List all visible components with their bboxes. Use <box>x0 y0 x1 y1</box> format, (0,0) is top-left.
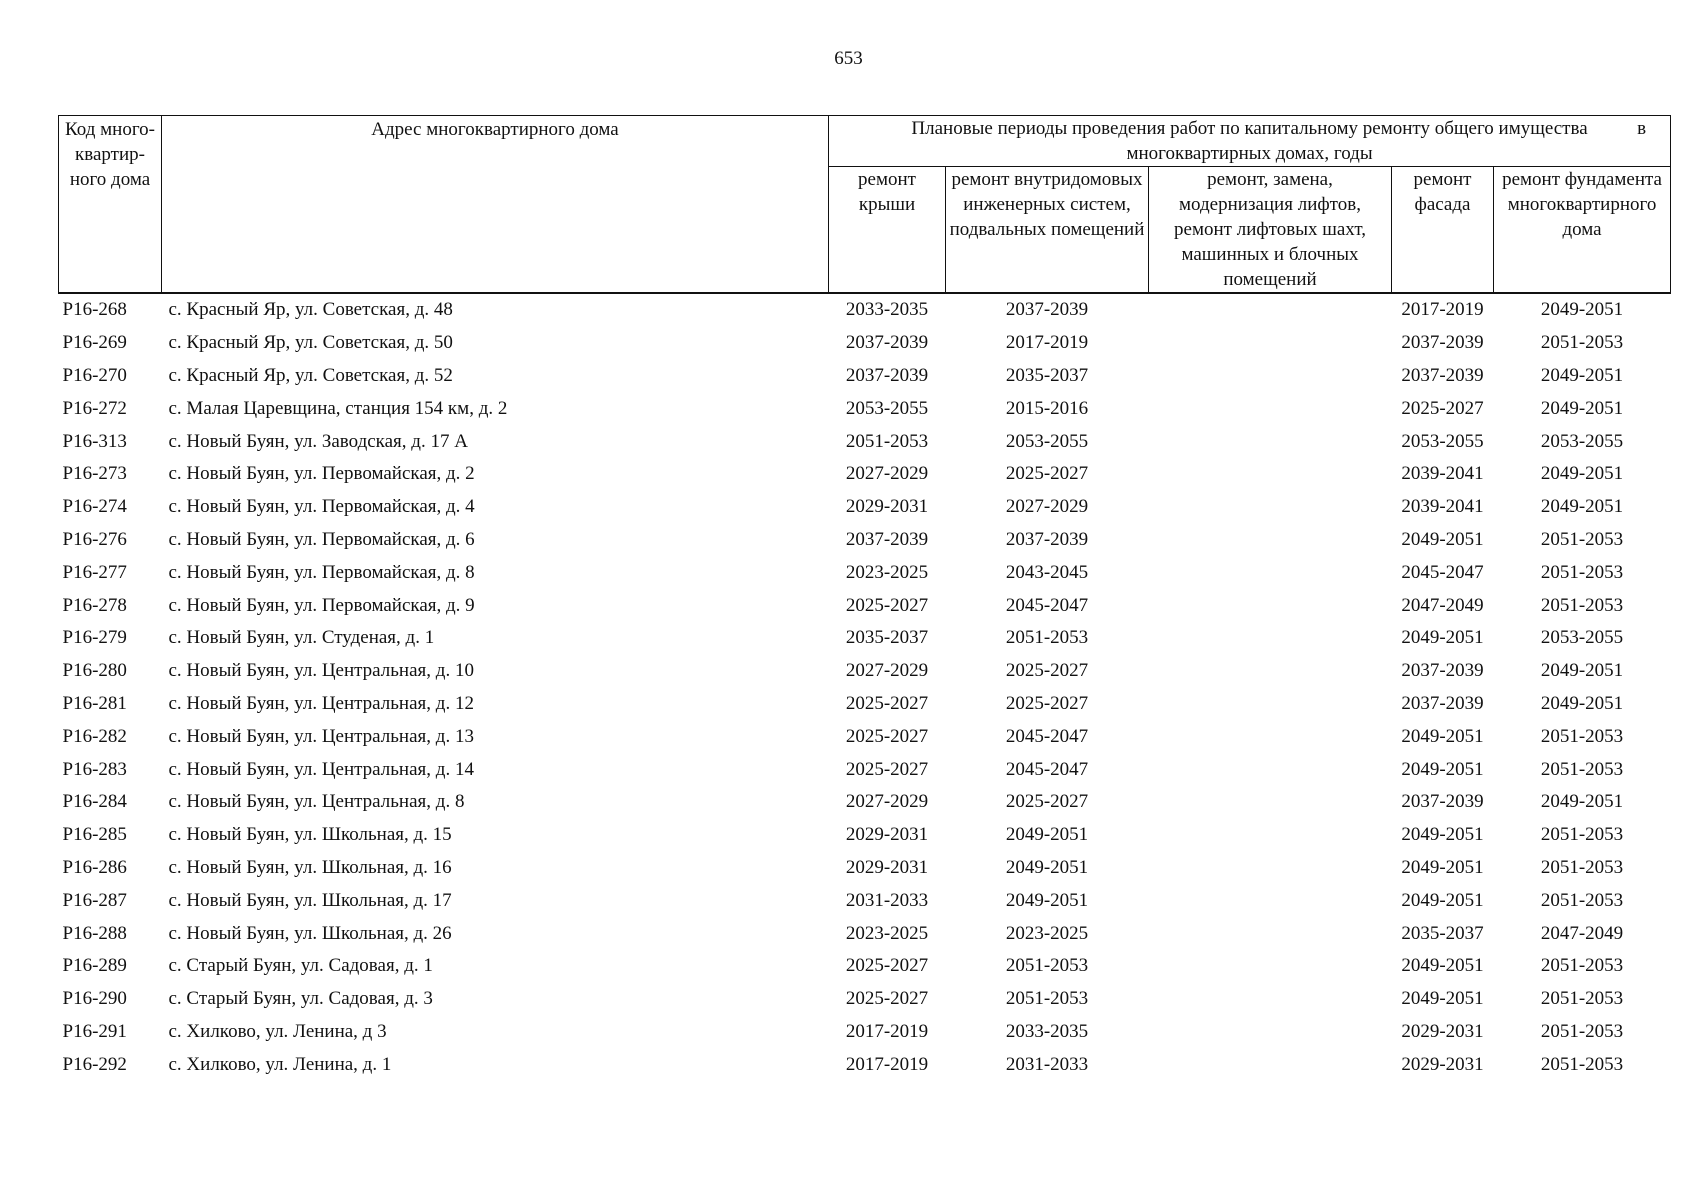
cell-engineering: 2031-2033 <box>1005 1053 1089 1075</box>
cell-elevators <box>1149 360 1392 393</box>
cell-engineering: 2051-2053 <box>1005 988 1089 1010</box>
cell-foundation: 2049-2051 <box>1540 692 1624 714</box>
cell-foundation: 2051-2053 <box>1540 528 1624 550</box>
table-row <box>59 589 1671 622</box>
cell-code: Р16-273 <box>62 463 127 485</box>
cell-code: Р16-288 <box>62 922 127 944</box>
cell-code: Р16-287 <box>62 889 127 911</box>
cell-facade: 2035-2037 <box>1401 922 1484 944</box>
cell-address: с. Малая Царевщина, станция 154 км, д. 2 <box>168 397 508 419</box>
cell-code: Р16-279 <box>62 627 127 649</box>
cell-elevators <box>1149 589 1392 622</box>
table-row <box>59 458 1671 491</box>
cell-code: Р16-274 <box>62 496 127 518</box>
table-row <box>59 293 1671 327</box>
cell-address: с. Старый Буян, ул. Садовая, д. 1 <box>168 955 433 977</box>
cell-code: Р16-282 <box>62 725 127 747</box>
header-roof: ремонт крыши <box>829 167 946 294</box>
cell-engineering: 2045-2047 <box>1005 725 1089 747</box>
cell-elevators <box>1149 1016 1392 1049</box>
cell-elevators <box>1149 392 1392 425</box>
cell-elevators <box>1149 458 1392 491</box>
cell-roof: 2053-2055 <box>845 397 929 419</box>
cell-foundation: 2051-2053 <box>1540 824 1624 846</box>
cell-roof: 2033-2035 <box>845 299 929 321</box>
cell-code: Р16-286 <box>62 856 127 878</box>
cell-code: Р16-277 <box>62 561 127 583</box>
cell-roof: 2051-2053 <box>845 430 929 452</box>
cell-address: с. Новый Буян, ул. Центральная, д. 10 <box>168 660 474 682</box>
cell-foundation: 2049-2051 <box>1540 397 1624 419</box>
header-planned-periods-line2: многоквартирных домах, годы <box>1126 143 1373 164</box>
cell-roof: 2035-2037 <box>845 627 929 649</box>
cell-address: с. Старый Буян, ул. Садовая, д. 3 <box>168 988 433 1010</box>
table-row <box>59 688 1671 721</box>
header-foundation: ремонт фундамента многоквартирного дома <box>1494 167 1671 294</box>
cell-foundation: 2051-2053 <box>1540 332 1624 354</box>
cell-code: Р16-290 <box>62 988 127 1010</box>
table-row <box>59 392 1671 425</box>
table-row <box>59 950 1671 983</box>
cell-roof: 2025-2027 <box>845 692 929 714</box>
cell-roof: 2023-2025 <box>845 561 929 583</box>
cell-code: Р16-276 <box>62 528 127 550</box>
cell-code: Р16-270 <box>62 364 127 386</box>
cell-address: с. Новый Буян, ул. Первомайская, д. 4 <box>168 496 475 518</box>
cell-roof: 2027-2029 <box>845 791 929 813</box>
cell-address: с. Хилково, ул. Ленина, д. 1 <box>168 1053 392 1075</box>
page-number: 653 <box>834 48 863 69</box>
cell-code: Р16-269 <box>62 332 127 354</box>
cell-facade: 2029-2031 <box>1401 1020 1484 1042</box>
cell-code: Р16-291 <box>62 1020 127 1042</box>
table-row <box>59 524 1671 557</box>
header-planned-periods <box>829 116 1671 167</box>
cell-elevators <box>1149 917 1392 950</box>
table-row <box>59 1048 1671 1081</box>
cell-address: с. Новый Буян, ул. Школьная, д. 16 <box>168 856 452 878</box>
cell-facade: 2049-2051 <box>1401 889 1484 911</box>
cell-code: Р16-283 <box>62 758 127 780</box>
header-planned-periods-line1: Плановые периоды проведения работ по капитальному ремонту общего имущества <box>911 118 1588 139</box>
cell-roof: 2025-2027 <box>845 725 929 747</box>
cell-address: с. Новый Буян, ул. Школьная, д. 15 <box>168 824 452 846</box>
cell-elevators <box>1149 720 1392 753</box>
cell-engineering: 2027-2029 <box>1005 496 1089 518</box>
cell-roof: 2025-2027 <box>845 594 929 616</box>
cell-foundation: 2051-2053 <box>1540 856 1624 878</box>
cell-roof: 2037-2039 <box>845 332 929 354</box>
cell-address: с. Красный Яр, ул. Советская, д. 50 <box>168 332 453 354</box>
capital-repair-schedule-table <box>58 115 1671 1081</box>
header-code: Код много-квартир-ного дома <box>59 116 162 294</box>
cell-engineering: 2053-2055 <box>1005 430 1089 452</box>
cell-facade: 2049-2051 <box>1401 955 1484 977</box>
table-row <box>59 622 1671 655</box>
cell-code: Р16-313 <box>62 430 127 452</box>
cell-engineering: 2017-2019 <box>1005 332 1089 354</box>
header-facade: ремонт фасада <box>1392 167 1494 294</box>
cell-foundation: 2049-2051 <box>1540 299 1624 321</box>
cell-address: с. Новый Буян, ул. Первомайская, д. 8 <box>168 561 475 583</box>
cell-foundation: 2051-2053 <box>1540 725 1624 747</box>
cell-roof: 2029-2031 <box>845 856 929 878</box>
cell-address: с. Новый Буян, ул. Школьная, д. 17 <box>168 889 452 911</box>
cell-foundation: 2049-2051 <box>1540 496 1624 518</box>
cell-elevators <box>1149 293 1392 327</box>
cell-elevators <box>1149 425 1392 458</box>
table-row <box>59 786 1671 819</box>
cell-facade: 2025-2027 <box>1401 397 1484 419</box>
cell-address: с. Новый Буян, ул. Центральная, д. 13 <box>168 725 474 747</box>
table-row <box>59 425 1671 458</box>
cell-engineering: 2025-2027 <box>1005 660 1089 682</box>
cell-elevators <box>1149 786 1392 819</box>
cell-roof: 2025-2027 <box>845 758 929 780</box>
cell-code: Р16-289 <box>62 955 127 977</box>
header-elevators: ремонт, замена, модернизация лифтов, ремонт лифтовых шахт, машинных и блочных помещений <box>1149 167 1392 294</box>
cell-elevators <box>1149 688 1392 721</box>
cell-elevators <box>1149 983 1392 1016</box>
cell-engineering: 2033-2035 <box>1005 1020 1089 1042</box>
cell-foundation: 2051-2053 <box>1540 955 1624 977</box>
cell-foundation: 2051-2053 <box>1540 1053 1624 1075</box>
cell-engineering: 2025-2027 <box>1005 463 1089 485</box>
cell-elevators <box>1149 884 1392 917</box>
cell-engineering: 2037-2039 <box>1005 528 1089 550</box>
cell-elevators <box>1149 622 1392 655</box>
cell-foundation: 2053-2055 <box>1540 430 1624 452</box>
table-row <box>59 819 1671 852</box>
cell-code: Р16-272 <box>62 397 127 419</box>
table-row <box>59 556 1671 589</box>
cell-facade: 2039-2041 <box>1401 463 1484 485</box>
cell-facade: 2037-2039 <box>1401 791 1484 813</box>
cell-roof: 2029-2031 <box>845 496 929 518</box>
cell-roof: 2025-2027 <box>845 988 929 1010</box>
cell-roof: 2031-2033 <box>845 889 929 911</box>
cell-elevators <box>1149 556 1392 589</box>
cell-facade: 2049-2051 <box>1401 725 1484 747</box>
cell-facade: 2045-2047 <box>1401 561 1484 583</box>
cell-foundation: 2049-2051 <box>1540 364 1624 386</box>
cell-foundation: 2049-2051 <box>1540 791 1624 813</box>
cell-engineering: 2045-2047 <box>1005 758 1089 780</box>
cell-code: Р16-284 <box>62 791 127 813</box>
cell-engineering: 2051-2053 <box>1005 627 1089 649</box>
cell-code: Р16-280 <box>62 660 127 682</box>
cell-code: Р16-292 <box>62 1053 127 1075</box>
cell-address: с. Красный Яр, ул. Советская, д. 52 <box>168 364 453 386</box>
table-row <box>59 917 1671 950</box>
table-row <box>59 1016 1671 1049</box>
cell-engineering: 2025-2027 <box>1005 791 1089 813</box>
cell-elevators <box>1149 491 1392 524</box>
cell-facade: 2049-2051 <box>1401 824 1484 846</box>
cell-facade: 2049-2051 <box>1401 627 1484 649</box>
table-body <box>59 293 1671 1081</box>
table-header <box>59 116 1671 294</box>
cell-code: Р16-278 <box>62 594 127 616</box>
cell-foundation: 2051-2053 <box>1540 988 1624 1010</box>
cell-address: с. Новый Буян, ул. Центральная, д. 12 <box>168 692 474 714</box>
cell-engineering: 2045-2047 <box>1005 594 1089 616</box>
cell-facade: 2017-2019 <box>1401 299 1484 321</box>
cell-facade: 2037-2039 <box>1401 660 1484 682</box>
cell-code: Р16-281 <box>62 692 127 714</box>
cell-elevators <box>1149 852 1392 885</box>
cell-foundation: 2049-2051 <box>1540 660 1624 682</box>
cell-address: с. Новый Буян, ул. Центральная, д. 14 <box>168 758 474 780</box>
cell-facade: 2037-2039 <box>1401 364 1484 386</box>
cell-facade: 2029-2031 <box>1401 1053 1484 1075</box>
cell-foundation: 2051-2053 <box>1540 594 1624 616</box>
cell-facade: 2037-2039 <box>1401 332 1484 354</box>
cell-facade: 2053-2055 <box>1401 430 1484 452</box>
header-address: Адрес многоквартирного дома <box>162 116 829 294</box>
cell-elevators <box>1149 655 1392 688</box>
cell-elevators <box>1149 327 1392 360</box>
cell-code: Р16-285 <box>62 824 127 846</box>
cell-facade: 2049-2051 <box>1401 856 1484 878</box>
cell-engineering: 2037-2039 <box>1005 299 1089 321</box>
cell-foundation: 2051-2053 <box>1540 1020 1624 1042</box>
cell-engineering: 2023-2025 <box>1005 922 1089 944</box>
table-row <box>59 720 1671 753</box>
header-engineering: ремонт внутридомовых инженерных систем, подвальных помещений <box>946 167 1149 294</box>
cell-engineering: 2043-2045 <box>1005 561 1089 583</box>
table-row <box>59 753 1671 786</box>
cell-foundation: 2051-2053 <box>1540 758 1624 780</box>
cell-address: с. Новый Буян, ул. Первомайская, д. 2 <box>168 463 475 485</box>
table-row <box>59 491 1671 524</box>
cell-address: с. Новый Буян, ул. Первомайская, д. 6 <box>168 528 475 550</box>
cell-foundation: 2053-2055 <box>1540 627 1624 649</box>
cell-code: Р16-268 <box>62 299 127 321</box>
cell-elevators <box>1149 819 1392 852</box>
cell-roof: 2027-2029 <box>845 660 929 682</box>
table-row <box>59 852 1671 885</box>
cell-roof: 2023-2025 <box>845 922 929 944</box>
table-row <box>59 983 1671 1016</box>
cell-facade: 2039-2041 <box>1401 496 1484 518</box>
cell-address: с. Хилково, ул. Ленина, д 3 <box>168 1020 387 1042</box>
cell-facade: 2049-2051 <box>1401 528 1484 550</box>
cell-elevators <box>1149 753 1392 786</box>
cell-elevators <box>1149 524 1392 557</box>
table-row <box>59 884 1671 917</box>
cell-roof: 2029-2031 <box>845 824 929 846</box>
cell-roof: 2037-2039 <box>845 364 929 386</box>
header-planned-periods-tail: в <box>1637 118 1647 139</box>
table-row <box>59 327 1671 360</box>
cell-engineering: 2049-2051 <box>1005 856 1089 878</box>
cell-address: с. Новый Буян, ул. Центральная, д. 8 <box>168 791 465 813</box>
cell-address: с. Новый Буян, ул. Студеная, д. 1 <box>168 627 435 649</box>
cell-roof: 2017-2019 <box>845 1020 929 1042</box>
cell-facade: 2047-2049 <box>1401 594 1484 616</box>
cell-roof: 2027-2029 <box>845 463 929 485</box>
cell-facade: 2049-2051 <box>1401 758 1484 780</box>
cell-foundation: 2051-2053 <box>1540 889 1624 911</box>
cell-address: с. Новый Буян, ул. Заводская, д. 17 А <box>168 430 468 452</box>
cell-foundation: 2049-2051 <box>1540 463 1624 485</box>
cell-address: с. Новый Буян, ул. Школьная, д. 26 <box>168 922 452 944</box>
cell-facade: 2049-2051 <box>1401 988 1484 1010</box>
cell-elevators <box>1149 950 1392 983</box>
cell-foundation: 2047-2049 <box>1540 922 1624 944</box>
cell-roof: 2025-2027 <box>845 955 929 977</box>
cell-foundation: 2051-2053 <box>1540 561 1624 583</box>
table-row <box>59 360 1671 393</box>
cell-facade: 2037-2039 <box>1401 692 1484 714</box>
cell-address: с. Новый Буян, ул. Первомайская, д. 9 <box>168 594 475 616</box>
cell-address: с. Красный Яр, ул. Советская, д. 48 <box>168 299 453 321</box>
cell-roof: 2017-2019 <box>845 1053 929 1075</box>
cell-engineering: 2049-2051 <box>1005 824 1089 846</box>
cell-engineering: 2035-2037 <box>1005 364 1089 386</box>
cell-engineering: 2025-2027 <box>1005 692 1089 714</box>
table-row <box>59 655 1671 688</box>
cell-engineering: 2051-2053 <box>1005 955 1089 977</box>
cell-roof: 2037-2039 <box>845 528 929 550</box>
cell-engineering: 2049-2051 <box>1005 889 1089 911</box>
cell-engineering: 2015-2016 <box>1005 397 1089 419</box>
cell-elevators <box>1149 1048 1392 1081</box>
